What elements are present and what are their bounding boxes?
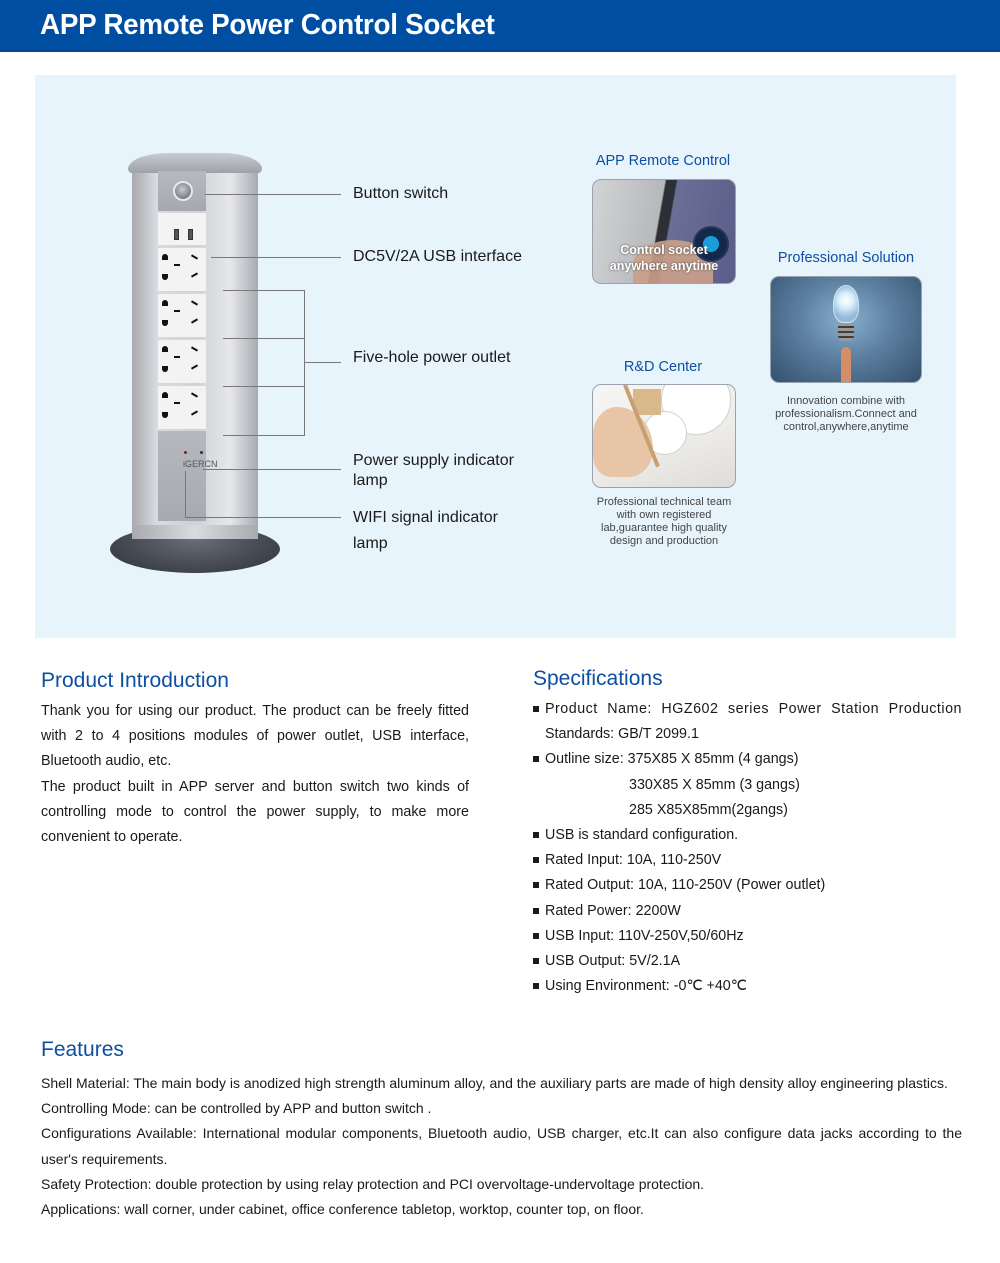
tower-cap xyxy=(128,153,262,173)
bullet-icon xyxy=(533,983,539,989)
feature-paragraph: Applications: wall corner, under cabinet, office conference tabletop, worktop, counter top, on floor. xyxy=(41,1201,644,1218)
power-outlet-module xyxy=(158,385,206,429)
feature-paragraph: Controlling Mode: can be controlled by APP and button switch . xyxy=(41,1100,432,1117)
section-title-introduction: Product Introduction xyxy=(41,669,229,692)
product-panel xyxy=(35,75,956,638)
power-outlet-module xyxy=(158,247,206,291)
usb-port-icon xyxy=(174,229,179,240)
product-image-power-tower xyxy=(110,153,280,573)
spec-item: Rated Output: 10A, 110-250V (Power outlet) xyxy=(533,873,962,898)
spec-item-outline-size-3: 330X85 X 85mm (3 gangs) xyxy=(629,776,800,793)
spec-item-outline-size: Outline size: 375X85 X 85mm (4 gangs) xyxy=(533,747,962,772)
power-outlet-module xyxy=(158,293,206,337)
spec-item: USB is standard configuration. xyxy=(533,823,962,848)
spec-item: Rated Power: 2200W xyxy=(533,899,962,924)
intro-paragraph: The product built in APP server and button switch two kinds of controlling mode to control the power supply, to make more convenient to operate. xyxy=(41,778,469,846)
card-title-solution: Professional Solution xyxy=(777,250,915,266)
spec-item: Rated Input: 10A, 110-250V xyxy=(533,848,962,873)
light-bulb-icon xyxy=(833,285,859,323)
section-title-features: Features xyxy=(41,1038,124,1061)
app-image-overlay-text: Control socket anywhere anytime xyxy=(609,243,719,273)
light-bulb-image xyxy=(770,276,922,383)
bullet-icon xyxy=(533,706,539,712)
bullet-icon xyxy=(533,756,539,762)
indicator-panel xyxy=(158,431,206,521)
feature-paragraph: Shell Material: The main body is anodized high strength aluminum alloy, and the auxiliary parts are made of high density alloy engineering plastics. xyxy=(41,1075,948,1091)
bullet-icon xyxy=(533,832,539,838)
section-title-specifications: Specifications xyxy=(533,667,663,690)
button-switch-icon xyxy=(173,181,193,201)
bullet-icon xyxy=(533,908,539,914)
app-remote-image xyxy=(592,179,736,284)
feature-paragraph: Safety Protection: double protection by using relay protection and PCI overvoltage-undervoltage protection. xyxy=(41,1175,705,1192)
bullet-icon xyxy=(533,882,539,888)
card-caption-rd: Professional technical team with own registered lab,guarantee high quality design and production xyxy=(596,496,732,547)
rd-center-image xyxy=(592,384,736,488)
bullet-icon xyxy=(533,933,539,939)
introduction-text xyxy=(41,699,469,850)
spec-item-outline-size-2: 285 X85X85mm(2gangs) xyxy=(629,801,788,818)
usb-port-icon xyxy=(188,229,193,240)
spec-item: USB Output: 5V/2.1A xyxy=(533,949,962,974)
callout-wifi-indicator: WIFI signal indicator lamp xyxy=(353,509,498,552)
card-title-rd: R&D Center xyxy=(623,359,703,375)
card-title-app: APP Remote Control xyxy=(595,153,731,169)
callout-power-indicator: Power supply indicator lamp xyxy=(353,452,514,489)
callout-usb-interface: DC5V/2A USB interface xyxy=(353,248,522,265)
power-indicator-led xyxy=(200,451,203,454)
features-text xyxy=(41,1071,962,1222)
spec-item: USB Input: 110V-250V,50/60Hz xyxy=(533,924,962,949)
brand-logo: iGERCN xyxy=(183,459,218,469)
feature-paragraph: Configurations Available: International modular components, Bluetooth audio, USB charger, etc.It can also configure data jacks according to the user's requirements. xyxy=(41,1125,962,1167)
usb-module xyxy=(158,213,206,245)
page-header xyxy=(0,0,1000,52)
power-outlet-module xyxy=(158,339,206,383)
spec-item: Using Environment: -0℃ +40℃ xyxy=(533,974,962,999)
specifications-list xyxy=(533,697,962,999)
intro-paragraph: Thank you for using our product. The product can be freely fitted with 2 to 4 positions modules of power outlet, USB interface, Bluetooth audio, etc. xyxy=(41,703,469,770)
page-title: APP Remote Power Control Socket xyxy=(40,9,495,41)
bullet-icon xyxy=(533,958,539,964)
card-caption-solution: Innovation combine with professionalism.Connect and control,anywhere,anytime xyxy=(775,395,917,433)
callout-button-switch: Button switch xyxy=(353,185,449,202)
callout-power-outlet: Five-hole power outlet xyxy=(353,349,511,366)
spec-item-product-name: Product Name: HGZ602 series Power Station Production xyxy=(533,697,962,722)
spec-item-standards: Standards: GB/T 2099.1 xyxy=(545,726,699,743)
bullet-icon xyxy=(533,857,539,863)
wifi-indicator-led xyxy=(184,451,187,454)
